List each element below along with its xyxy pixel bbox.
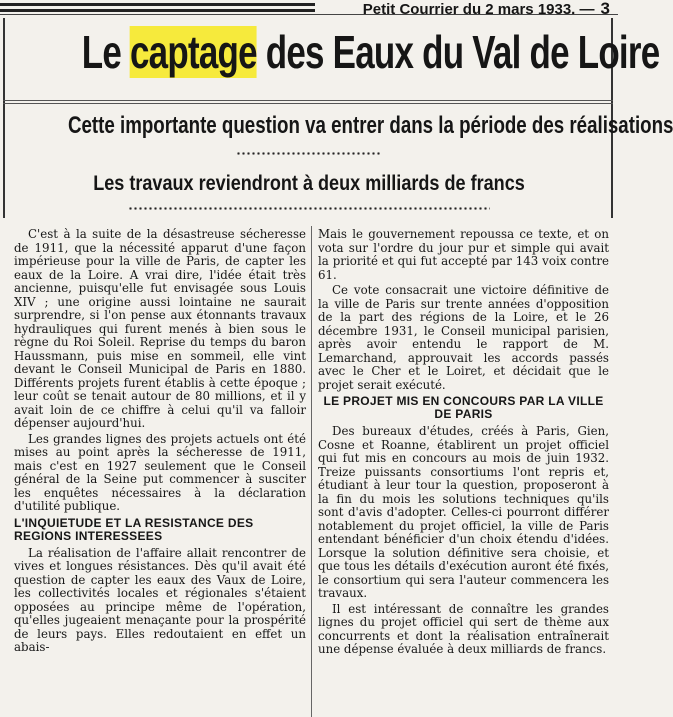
paragraph: Mais le gouvernement repoussa ce texte, et on vota sur l'ordre du jour pur et simple qui avait la priorité et qui fut accepté par 143 voix contre 61. [318, 227, 609, 282]
subtitle: Cette importante question va entrer dans la période des réalisations [67, 112, 673, 139]
paragraph: Ce vote consacrait une victoire définitive de la ville de Paris sur trente années d'opposition de la part des régions de la Loire, et le 26 décembre 1931, le Conseil municipal parisien, après avoir entendu le rapport de M. Lemarchand, approuvait les accords passés avec le Cher et le Loiret, et décidait que le projet serait exécuté. [318, 283, 609, 392]
header-rule [0, 3, 315, 12]
article-title [81, 26, 660, 78]
dotted-rule-2 [128, 207, 490, 210]
subtitle-secondary: Les travaux reviendront à deux milliards de francs [93, 172, 525, 195]
paragraph: Les grandes lignes des projets actuels ont été mises au point après la sécheresse de 1911, mais c'est en 1927 seulement que le Conseil général de la Seine put commencer à susciter les enquêtes nécessaires à la déclaration d'utilité publique. [14, 431, 306, 513]
paragraph: Il est intéressant de connaître les grandes lignes du projet officiel qui sert de thème aux concurrents et dont la réalisation entraînerait une dépense évaluée à deux milliards de francs. [318, 601, 609, 656]
title-underline-rule [3, 100, 613, 101]
section-heading: L'INQUIETUDE ET LA RESISTANCE DES REGIONS INTERESSEES [14, 515, 254, 543]
paragraph: La réalisation de l'affaire allait rencontrer de vives et longues résistances. Dès qu'il avait été question de capter les eaux des Vaux de Loire, les collectivités locales et régionales s'étaient opposées au principe même de l'opération, qu'elles jugeaient menaçante pour la prospérité de leurs pays. Elles redoutaient en effet un abais- [14, 545, 306, 654]
running-head-text: Petit Courrier du 2 mars 1933. — [362, 1, 595, 18]
paragraph: Des bureaux d'études, créés à Paris, Gien, Cosne et Roanne, établirent un projet officiel qui fut mis en concours au mois de juin 1932. Treize puissants consortiums l'ont repris et, étudiant à leur tour la question, proposeront à la fin du mois les solutions techniques qu'ils sont d'avis d'adopter. Celles-ci pourront différer notablement du projet officiel, la ville de Paris entendant bénéficier d'un choix étendu d'idées. Lorsque la solution définitive sera choisie, et que tous les détails d'exécution auront été fixés, le consortium qui sera l'auteur commencera les travaux. [318, 424, 609, 600]
title-underline-rule-2 [3, 103, 613, 104]
title-part-after: des Eaux du Val de Loire [256, 26, 660, 78]
article-column-left [14, 228, 306, 657]
section-heading: LE PROJET MIS EN CONCOURS PAR LA VILLE DE PARIS [323, 394, 604, 421]
running-head [363, 0, 610, 19]
title-part-before: Le [81, 26, 130, 78]
page-number: 3 [600, 0, 610, 18]
title-highlighted-word: captage [129, 26, 257, 78]
dotted-rule [236, 152, 382, 155]
column-separator [311, 226, 312, 717]
article-column-right [318, 228, 609, 659]
paragraph: C'est à la suite de la désastreuse sécheresse de 1911, que la nécessité apparut d'une façon impérieuse pour la ville de Paris, de capter les eaux de la Loire. A vrai dire, l'idée était très ancienne, puisqu'elle fut envisagée sous Louis XIV ; une origine aussi lointaine ne saurait surprendre, si l'on pense aux étonnants travaux hydrauliques qui furent menés à bien sous le règne du Roi Soleil. Reprise du temps du baron Haussmann, puis mise en sommeil, elle vint devant le Conseil Municipal de Paris en 1880. Différents projets furent établis à cette époque ; leur coût se tenait autour de 80 millions, et il y avait loin de ce chiffre à celui qu'il va falloir dépenser aujourd'hui. [14, 227, 306, 430]
